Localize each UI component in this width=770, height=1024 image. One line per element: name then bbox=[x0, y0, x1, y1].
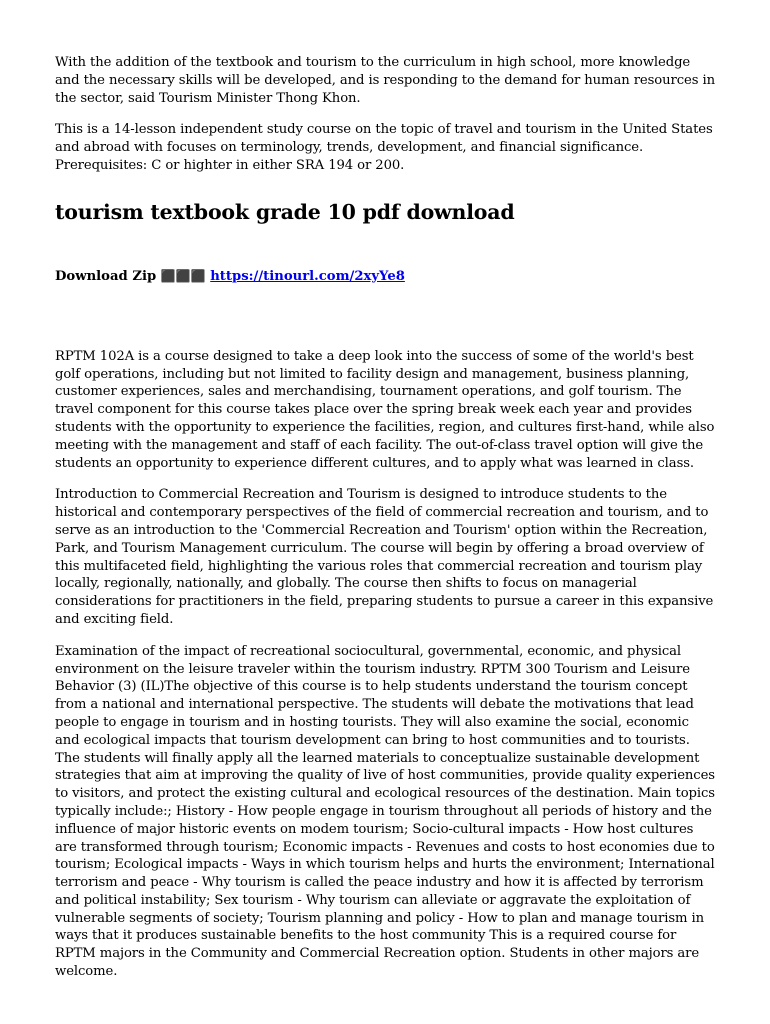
intro-paragraph-1: With the addition of the textbook and tourism to the curriculum in high school, more knowledge and the necessary skills will be developed, and is responding to the demand for human resources in the sector, said Tourism Minister Thong Khon. bbox=[55, 55, 715, 106]
body-paragraph-2: Introduction to Commercial Recreation and Tourism is designed to introduce students to the historical and contemporary perspectives of the field of commercial recreation and tourism, and to serve as an introduction to the 'Commercial Recreation and Tourism' option within the Recreation, Park, and Tourism Management curriculum. The course will begin by offering a broad overview of this multifaceted field, highlighting the various roles that commercial recreation and tourism play locally, regionally, nationally, and globally. The course then shifts to focus on managerial considerations for practitioners in the field, preparing students to pursue a career in this expansive and exciting field. bbox=[55, 487, 714, 627]
download-label: Download Zip bbox=[55, 268, 157, 284]
body-paragraph-3: Examination of the impact of recreational sociocultural, governmental, economic, and physical environment on the leisure traveler within the tourism industry. RPTM 300 Tourism and Leisure Behavior (3) (IL)The objective of this course is to help students understand the tourism concept from a national and international perspective. The students will debate the motivations that lead people to engage in tourism and in hosting tourists. They will also examine the social, economic and ecological impacts that tourism development can bring to host communities and to tourists. The students will finally apply all the learned materials to conceptualize sustainable development strategies that aim at improving the quality of live of host communities, provide quality experiences to visitors, and protect the existing cultural and ecological resources of the destination. Main topics typically include:; History - How people engage in tourism throughout all periods of history and the influence of major historic events on modem tourism; Socio-cultural impacts - How host cultures are transformed through tourism; Economic impacts - Revenues and costs to host economies due to tourism; Ecological impacts - Ways in which tourism helps and hurts the environment; International terrorism and peace - Why tourism is called the peace industry and how it is affected by terrorism and political instability; Sex tourism - Why tourism can alleviate or aggravate the exploitation of vulnerable segments of society; Tourism planning and policy - How to plan and manage tourism in ways that it produces sustainable benefits to the host community This is a required course for RPTM majors in the Community and Commercial Recreation option. Students in other majors are welcome. bbox=[55, 643, 715, 980]
download-link[interactable]: https://tinourl.com/2xyYe8 bbox=[210, 268, 405, 284]
download-line bbox=[55, 267, 715, 286]
download-arrow-icon: ⬛⬛⬛ bbox=[160, 268, 206, 283]
intro-paragraph-2: This is a 14-lesson independent study course on the topic of travel and tourism in the United States and abroad with focuses on terminology, trends, development, and financial significance. Prerequisites: C or highter in either SRA 194 or 200. bbox=[55, 122, 713, 173]
page-title: tourism textbook grade 10 pdf download bbox=[55, 199, 515, 224]
body-paragraph-1: RPTM 102A is a course designed to take a deep look into the success of some of the world's best golf operations, including but not limited to facility design and management, business planning, customer experiences, sales and merchandising, tournament operations, and golf tourism. The travel component for this course takes place over the spring break week each year and provides students with the opportunity to experience the facilities, region, and cultures first-hand, while also meeting with the management and staff of each facility. The out-of-class travel option will give the students an opportunity to experience different cultures, and to apply what was learned in class. bbox=[55, 348, 715, 471]
